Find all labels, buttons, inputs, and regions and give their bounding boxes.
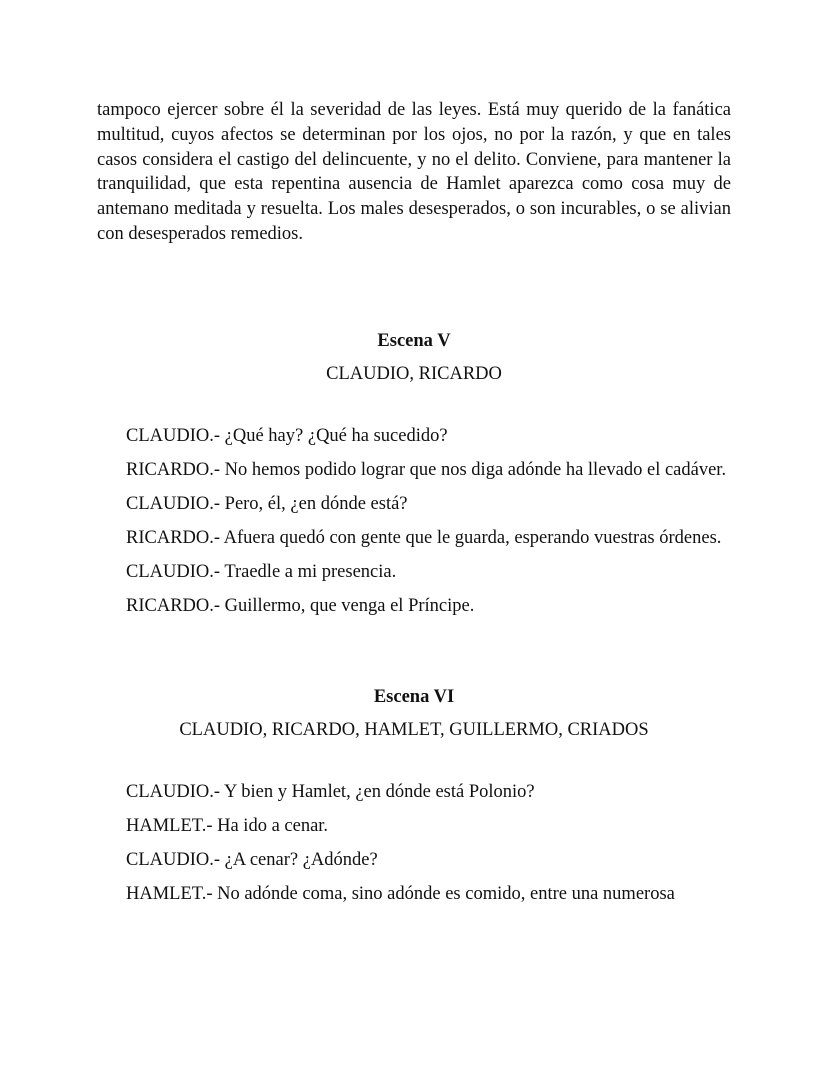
dialogue-line: CLAUDIO.- Pero, él, ¿en dónde está? — [126, 493, 408, 514]
dialogue-line: RICARDO.- Afuera quedó con gente que le guarda, esperando vuestras órdenes. — [126, 527, 722, 548]
scene-title: Escena VI — [373, 687, 455, 708]
dialogue-line: HAMLET.- No adónde coma, sino adónde es comido, entre una numerosa — [126, 884, 675, 905]
dialogue-line: CLAUDIO.- Y bien y Hamlet, ¿en dónde está Polonio? — [126, 782, 535, 803]
dialogue-line: CLAUDIO.- Traedle a mi presencia. — [126, 561, 397, 582]
dialogue-line: HAMLET.- Ha ido a cenar. — [126, 816, 329, 837]
scene-cast: CLAUDIO, RICARDO — [326, 363, 502, 384]
document-page — [97, 98, 731, 907]
dialogue-line: CLAUDIO.- ¿A cenar? ¿Adónde? — [126, 850, 378, 871]
dialogue-line: RICARDO.- Guillermo, que venga el Príncipe. — [126, 595, 475, 616]
scene-cast: CLAUDIO, RICARDO, HAMLET, GUILLERMO, CRIADOS — [179, 720, 649, 741]
scene-5 — [97, 329, 731, 619]
dialogue-line: RICARDO.- No hemos podido lograr que nos diga adónde ha llevado el cadáver. — [126, 459, 727, 480]
dialogue-line: CLAUDIO.- ¿Qué hay? ¿Qué ha sucedido? — [126, 425, 448, 446]
scene-6 — [97, 685, 731, 907]
scene-title: Escena V — [377, 330, 451, 351]
opening-paragraph: tampoco ejercer sobre él la severidad de las leyes. Está muy querido de la fanática multitud, cuyos afectos se determinan por los ojos, no por la razón, y que en tales casos considera el castigo del delincuente, y no el delito. Conviene, para mantener la tranquilidad, que esta repentina ausencia de Hamlet aparezca como cosa muy de antemano meditada y resuelta. Los males desesperados, o son incurables, o se alivian con desesperados remedios. — [97, 100, 731, 244]
